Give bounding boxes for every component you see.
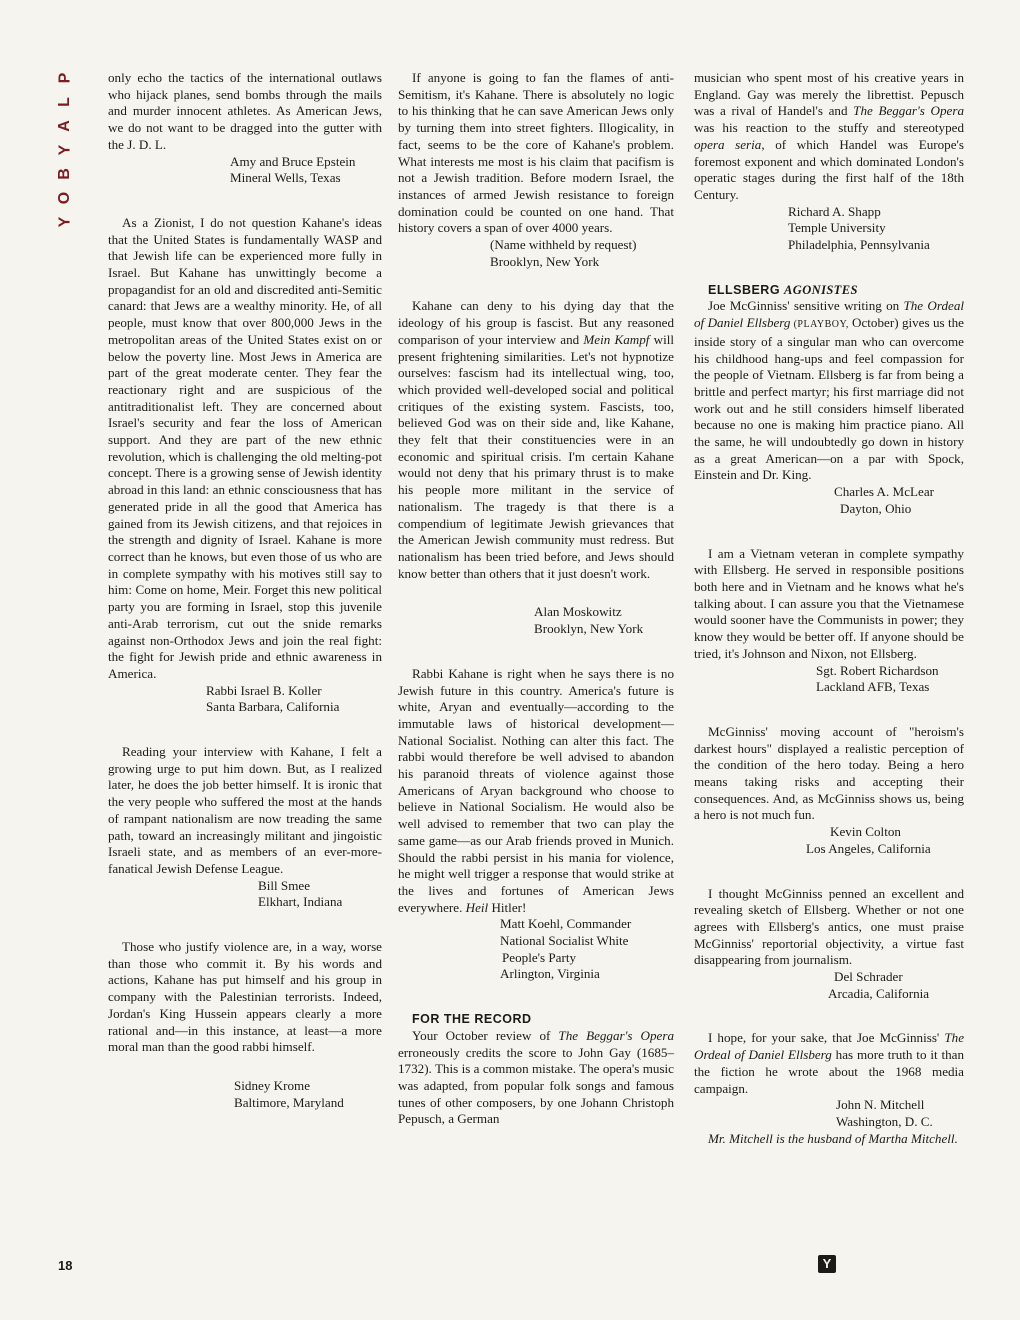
letter-text: Your October review of The Beggar's Opera erroneously credits the score to John Gay (1685–1732). This is a common mistake. The opera's music was adapted, from popular folk songs and famous tunes of other composers, by one Johann Christoph Pepusch, a German xyxy=(398,1027,674,1127)
signature-place: Baltimore, Maryland xyxy=(234,1094,344,1110)
letter-signature xyxy=(694,663,964,696)
letter-text: Those who justify violence are, in a way, worse than those who commit it. By his words and actions, Kahane has put himself and his group in company with the Palestinian terrorists. Indeed, Jordan's King Hussein appears clearly a more rational and—in this instance, at least—a more moral man than the good rabbi himself. xyxy=(108,939,382,1055)
signature-place: Brooklyn, New York xyxy=(490,253,600,269)
signature-name: Sgt. Robert Richardson xyxy=(816,662,939,678)
letter-text: I hope, for your sake, that Joe McGinniss' The Ordeal of Daniel Ellsberg has more truth to it than the fiction he wrote about the 1968 media campaign. xyxy=(694,1030,964,1096)
masthead-letter: Y xyxy=(55,216,73,228)
column-3 xyxy=(694,70,964,1147)
masthead-letter: P xyxy=(55,72,73,84)
signature-place: Philadelphia, Pennsylvania xyxy=(788,237,930,253)
signature-name: Matt Koehl, Commander xyxy=(500,916,632,932)
masthead-letter: O xyxy=(55,191,73,205)
signature-place: Dayton, Ohio xyxy=(840,500,912,516)
letter-text: Reading your interview with Kahane, I felt a growing urge to put him down. But, as I realized later, he does the job better himself. It is ironic that the very people who suffered the most at the hands of rampant nationalism are now treading the same path, toward an increasingly militant and jingoistic Israeli state, and as members of an ever-more-fanatical Jewish Defense League. xyxy=(108,744,382,876)
letter-text: McGinniss' moving account of "heroism's darkest hours" displayed a realistic perception of the condition of the hero today. Being a hero means taking risks and accepting their consequences. And, as McGinniss shows us, being a hero is not much fun. xyxy=(694,723,964,823)
signature-name: Sidney Krome xyxy=(234,1077,311,1093)
signature-name: Kevin Colton xyxy=(830,824,901,840)
signature-name: (Name withheld by request) xyxy=(490,237,637,253)
column-2 xyxy=(398,70,674,1128)
letter-text: only echo the tactics of the international outlaws who hijack planes, send bombs through the mails and murder innocent athletes. As American Jews, we do not want to be dragged into the gutter with the J. D. L. xyxy=(108,70,382,152)
signature-place: Los Angeles, California xyxy=(806,840,931,856)
signature-org: Temple University xyxy=(788,220,886,236)
signature-name: Alan Moskowitz xyxy=(534,604,622,620)
masthead-letter: Y xyxy=(55,144,73,156)
section-heading: ELLSBERG AGONISTES xyxy=(708,282,858,297)
section-heading: FOR THE RECORD xyxy=(412,1012,532,1027)
editor-note: Mr. Mitchell is the husband of Martha Mitchell. xyxy=(708,1130,958,1146)
letter-signature xyxy=(108,878,382,911)
italic-word: Heil xyxy=(465,899,489,915)
playboy-masthead xyxy=(52,66,78,234)
playboy-end-mark-icon: Y xyxy=(818,1255,836,1273)
letter-text: If anyone is going to fan the flames of anti-Semitism, it's Kahane. There is absolutely no logic to his thinking that he can save American Jews only by turning them into street fighters. Illogicality, in fact, seems to be the core of Kahane's problem. What interests me most is his claim that pacifism is not a Jewish tradition. Before modern Israel, the instances of armed Jewish resistance to foreign domination could be counted on one hand. That history covers a span of over 4000 years. xyxy=(398,70,674,236)
signature-place: Arlington, Virginia xyxy=(500,966,600,982)
signature-place: Elkhart, Indiana xyxy=(258,894,343,910)
letter-signature xyxy=(108,154,382,187)
signature-org: National Socialist White xyxy=(500,933,629,949)
page-number: 18 xyxy=(58,1258,73,1273)
book-title: The Beggar's Opera xyxy=(853,103,964,119)
letter-signature xyxy=(694,1097,964,1130)
book-title: The Beggar's Opera xyxy=(558,1027,674,1043)
letter-signature xyxy=(398,237,674,270)
letter-text: musician who spent most of his creative years in England. Gay was merely the librettist. Pepusch was a rival of Handel's and The Beggar's Opera was his reaction to the stuffy and stereotyped opera seria, of which Handel was Europe's foremost exponent and which dominated London's operatic stages during the first half of the 18th Century. xyxy=(694,70,964,202)
signature-place: Lackland AFB, Texas xyxy=(816,679,930,695)
signature-place: Santa Barbara, California xyxy=(206,699,340,715)
signature-name: Charles A. McLear xyxy=(834,484,934,500)
signature-place: Mineral Wells, Texas xyxy=(230,170,341,186)
masthead-letter: L xyxy=(56,97,73,107)
signature-place: Brooklyn, New York xyxy=(534,621,644,637)
signature-name: Del Schrader xyxy=(834,969,903,985)
letter-text: As a Zionist, I do not question Kahane's ideas that the United States is fundamentally WASP and that Jewish life can be experienced more fully in Israel. But Kahane has unwittingly become a propagandist for an old and discredited anti-Semitic canard: that Jews are a wealthy minority. He, of all people, must know that over 800,000 Jews in the metropolitan areas of the United States exist on or below the poverty line. Most Jews in America are part of the great moderate center. They fear the reactionary right and are suspicious of the antitraditionalist left. They are concerned about Israel's security and fear the loss of American support. And they are part of the new ethnic revolution, which is challenging the old melting-pot concept. There is a growing sense of Jewish identity abroad in this land: an ethnic consciousness that has generated pride in all the good that America has gained from its Jewish citizens, and that rejoices in the strength and dignity of Israel. Kahane is more correct than he knows, but even those of us who are in complete sympathy with his motives still say to him: Come on home, Meir. Forget this new political party you are forming in Israel, stop this juvenile anti-Arab terrorism, cut out the snide remarks against non-Orthodox Jews and join the real fight: the fight for Jewish pride and ethnic awareness in America. xyxy=(108,214,382,681)
letter-text: Rabbi Kahane is right when he says there is no Jewish future in this country. America's future is white, Aryan and eventually—according to the immutable laws of historical development—National Socialist. Nothing can alter this fact. The rabbi would therefore be well advised to abandon his paranoid threats of violence against those Americans of Aryan background who choose to believe in National Socialism. He would also be well advised to remember that two can play the same game—as our Arab friends proved in Munich. Should the rabbi persist in his mania for violence, he might well trigger a response that would strike at the lives and fortunes of American Jews everywhere. Heil Hitler! xyxy=(398,665,674,915)
book-title: Mein Kampf xyxy=(583,331,650,347)
letter-text: Joe McGinniss' sensitive writing on The Ordeal of Daniel Ellsberg (PLAYBOY, October) gives us the inside story of a singular man who can overcome his childhood hang-ups and feel compassion for the people of Vietnam. Ellsberg is far from being a brittle and perfect martyr; his first marriage did not work out and he still considers himself liberated because no one is making him practice piano. All the same, he will undoubtedly go down in history as a great American—on a par with Spock, Einstein and Dr. King. xyxy=(694,298,965,483)
column-1 xyxy=(108,70,382,1111)
letter-signature xyxy=(398,604,674,637)
letter-signature xyxy=(694,204,964,254)
masthead-letter: A xyxy=(56,120,73,132)
book-title: The Ordeal of Daniel Ellsberg xyxy=(694,1030,964,1063)
book-title: The Ordeal of Daniel Ellsberg xyxy=(694,298,965,331)
letter-text: I thought McGinniss penned an excellent and revealing sketch of Ellsberg. Whether or not one agrees with Ellsberg's antics, one must praise McGinniss' reportorial objectivity, a virtue fast disappearing from journalism. xyxy=(694,885,964,968)
signature-name: Richard A. Shapp xyxy=(788,203,881,219)
letter-signature xyxy=(694,484,964,517)
letter-signature xyxy=(694,969,964,1002)
letter-text: I am a Vietnam veteran in complete sympathy with Ellsberg. He served in responsible positions both here and in Vietnam and he knows what he's talking about. I can assure you that the Vietnamese would sooner have the Communists in power; they know they would be better off. If anyone should be tried, it's Johnson and Nixon, not Ellsberg. xyxy=(694,545,964,661)
signature-name: Rabbi Israel B. Koller xyxy=(206,682,322,698)
letter-text: Kahane can deny to his dying day that the ideology of his group is fascist. But any reasoned comparison of your interview and Mein Kampf will present frightening similarities. Let's not hypnotize ourselves: fascism had its intellectual wing, too, which provided well-developed social and political critiques of the existing system. Fascists, too, believed God was on their side and, like Kahane, they felt that their constituencies were in an economic and spiritual crisis. I'm certain Kahane would not deny that his primary thrust is to make his people more militant in the service of nationalism. The tragedy is that there is a compendium of legitimate Jewish grievances that the American Jewish community must redress. But nationalism has been tried before, and Jews should know better than others that it just doesn't work. xyxy=(398,298,674,581)
masthead-letter: B xyxy=(56,168,73,180)
signature-place: Washington, D. C. xyxy=(836,1113,933,1129)
letter-signature xyxy=(108,1078,382,1111)
signature-name: John N. Mitchell xyxy=(836,1097,925,1113)
signature-name: Bill Smee xyxy=(258,877,311,893)
letter-signature xyxy=(398,916,674,983)
signature-name: Amy and Bruce Epstein xyxy=(230,153,356,169)
letter-signature xyxy=(108,683,382,716)
signature-org: People's Party xyxy=(502,949,577,965)
italic-word: opera seria xyxy=(694,136,762,152)
letter-signature xyxy=(694,824,964,857)
signature-place: Arcadia, California xyxy=(828,985,930,1001)
